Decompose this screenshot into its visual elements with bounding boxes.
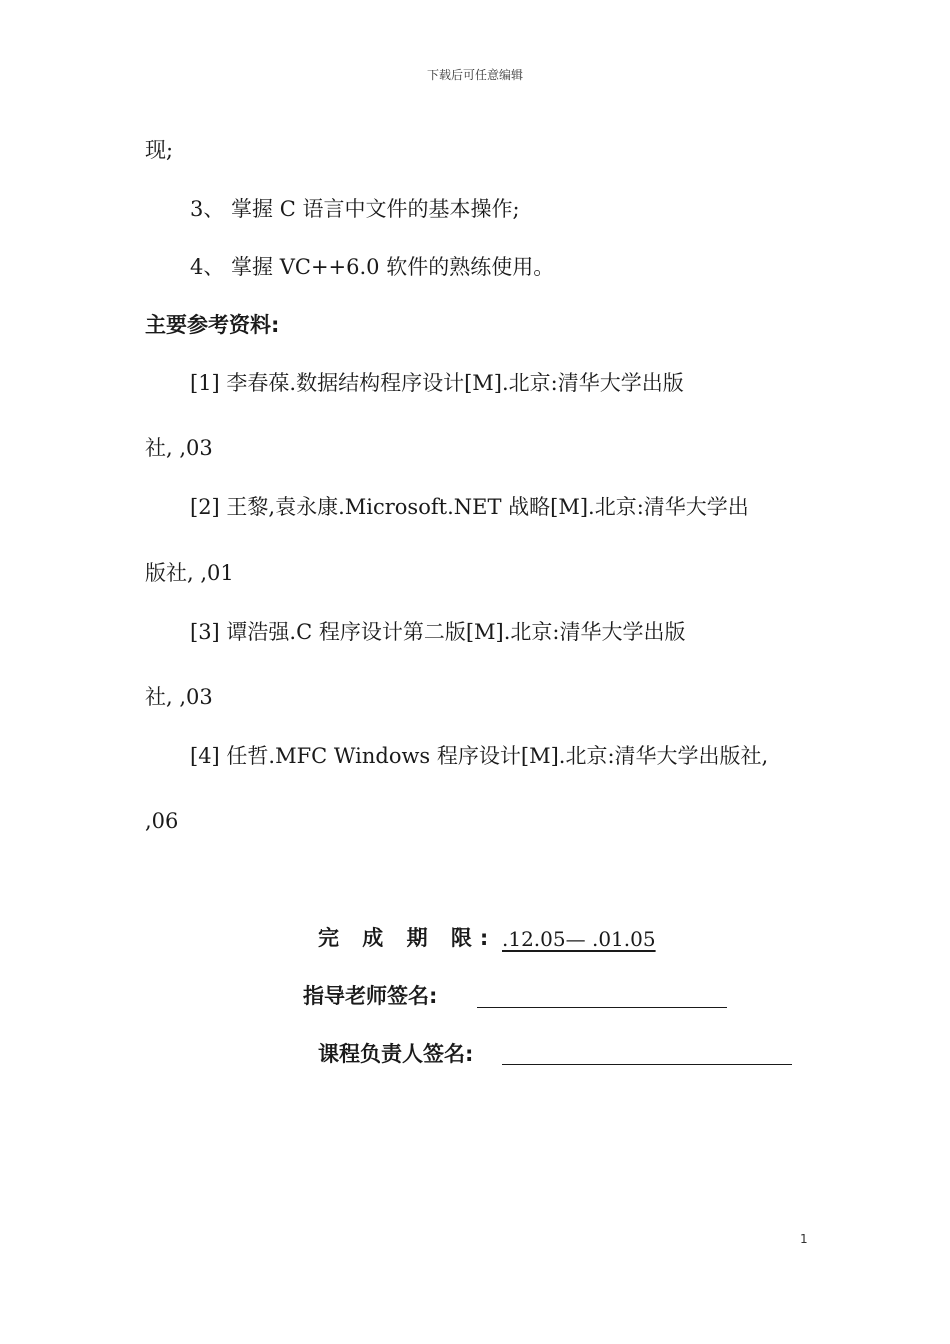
reference-3-line-2: 社, ,03: [145, 685, 213, 709]
course-lead-signature-label: 课程负责人签名:: [318, 1042, 474, 1066]
course-lead-signature-line: [502, 1064, 792, 1065]
page-number: 1: [800, 1232, 808, 1246]
reference-4-line-1: [4] 任哲.MFC Windows 程序设计[M].北京:清华大学出版社,: [190, 744, 769, 768]
reference-4-line-2: ,06: [145, 809, 179, 833]
page-header: 下载后可任意编辑: [426, 68, 523, 82]
reference-2-line-2: 版社, ,01: [145, 561, 234, 585]
advisor-signature-label: 指导老师签名:: [303, 984, 438, 1008]
reference-2-line-1: [2] 王黎,袁永康.Microsoft.NET 战略[M].北京:清华大学出: [190, 495, 749, 519]
reference-1-line-1: [1] 李春葆.数据结构程序设计[M].北京:清华大学出版: [190, 371, 684, 395]
deadline-value: .12.05— .01.05: [502, 927, 656, 951]
reference-1-line-2: 社, ,03: [145, 436, 213, 460]
objective-item-4: 4、 掌握 VC++6.0 软件的熟练使用。: [190, 255, 555, 279]
deadline-label: 完 成 期 限:: [318, 926, 497, 950]
objective-item-3: 3、 掌握 C 语言中文件的基本操作;: [190, 197, 520, 221]
references-heading: 主要参考资料:: [145, 313, 280, 337]
reference-3-line-1: [3] 谭浩强.C 程序设计第二版[M].北京:清华大学出版: [190, 620, 686, 644]
advisor-signature-line: [477, 1007, 727, 1008]
continued-line: 现;: [145, 138, 174, 162]
